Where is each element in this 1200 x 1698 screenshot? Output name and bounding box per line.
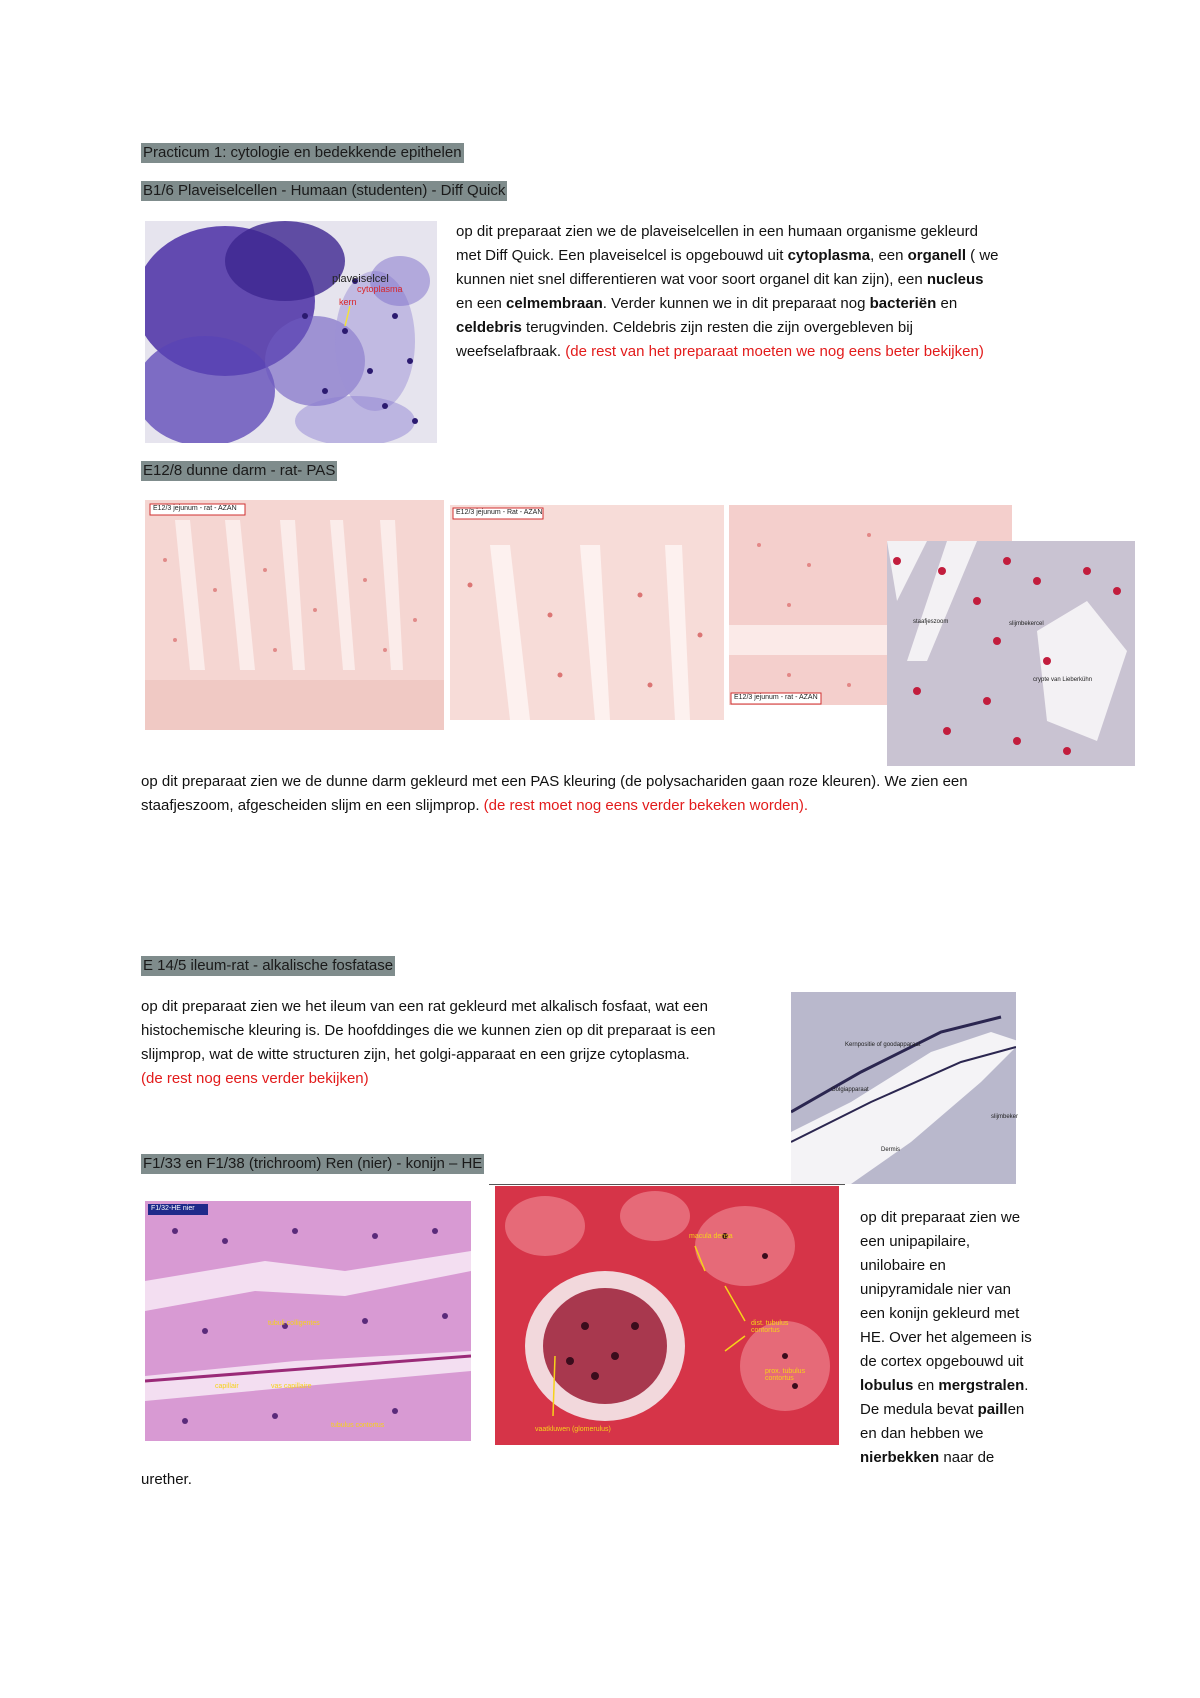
section-heading-f1-33: F1/33 en F1/38 (trichroom) Ren (nier) - konijn – HE — [143, 1155, 483, 1172]
kidney2-label-d: vaatkluwen (glomerulus) — [535, 1426, 611, 1433]
img1-tag: E12/3 jejunum - rat - AZAN — [153, 505, 237, 512]
kidney1-label-a: tubuli colligentes — [268, 1320, 320, 1327]
kidney2-label-b: dist. tubulus contortus — [751, 1320, 789, 1334]
ileum-label-c: slijmbeker — [991, 1114, 1019, 1120]
kidney2-label-c: prox. tubulus contortus — [765, 1368, 806, 1382]
section-text-e12-8: op dit preparaat zien we de dunne darm gekleurd met een PAS kleuring (de polysachariden gaan roze kleuren). We zien een staafjeszoom, afgescheiden slijm en een slijmprop. (de rest moet nog eens verder bekeken worden). — [141, 773, 968, 814]
divider-line — [489, 1184, 845, 1185]
kidney1-label-c: vas capillaire — [271, 1383, 312, 1390]
jejunum-micrograph-2 — [450, 505, 724, 720]
ileum-label-a: Kernpositie of goodapparaat — [845, 1042, 921, 1048]
section-heading-e14-5: E 14/5 ileum-rat - alkalische fosfatase — [143, 957, 394, 974]
section-text-f1-33: op dit preparaat zien we een unipapilaire, unilobaire en unipyramidale nier van een konijn gekleurd met HE. Over het algemeen is de cortex opgebouwd uit lobulus en mergstralen. De medula bevat paillen en dan hebben we nierbekken naar de — [860, 1209, 1032, 1466]
page-title: Practicum 1: cytologie en bedekkende epithelen — [143, 144, 462, 161]
section-heading-b1-6: B1/6 Plaveiselcellen - Humaan (studenten) - Diff Quick — [143, 182, 506, 199]
img2-tag: E12/3 jejunum - Rat - AZAN — [456, 509, 543, 516]
ileum-label-b: Golgiapparaat — [831, 1087, 869, 1093]
label-cytoplasma: cytoplasma — [357, 284, 403, 294]
section-heading-e12-8: E12/8 dunne darm - rat- PAS — [143, 462, 336, 479]
kidney1-label-b: capillair — [215, 1383, 239, 1390]
section-text-f1-33-tail: urether. — [141, 1471, 192, 1488]
img4-label-c: crypte van Lieberkühn — [1033, 677, 1093, 683]
label-plaveiselcel: plaveiselcel — [332, 273, 389, 285]
pas-stained-villi-micrograph — [887, 541, 1135, 766]
kidney1-label-d: tubulus contortus — [331, 1422, 385, 1429]
ileum-label-d: Dermis — [881, 1147, 900, 1153]
img4-label-b: slijmbekercel — [1009, 621, 1044, 627]
kidney-trichrome-micrograph — [495, 1186, 839, 1445]
img3-tag: E12/3 jejunum - rat - AZAN — [734, 694, 818, 701]
ileum-micrograph — [791, 992, 1045, 1184]
jejunum-micrograph-1 — [145, 500, 444, 730]
label-kern: kern — [339, 297, 357, 307]
section-text-b1-6: op dit preparaat zien we de plaveiselcellen in een humaan organisme gekleurd met Diff Quick. Een plaveiselcel is opgebouwd uit cytoplasma, een organell ( we kunnen niet snel differentieren wat voor soort organel dit kan zijn), een nucleus en een celmembraan. Verder kunnen we in dit preparaat nog bacteriën en celdebris terugvinden. Celdebris zijn resten die zijn overgebleven bij weefselafbraak. (de rest van het preparaat moeten we nog eens beter bekijken) — [456, 223, 999, 360]
kidney-he-micrograph — [145, 1201, 471, 1441]
img4-label-a: staafjeszoom — [913, 619, 949, 625]
section-text-e14-5: op dit preparaat zien we het ileum van een rat gekleurd met alkalisch fosfaat, wat een histochemische kleuring is. De hoofddinges die we kunnen zien op dit preparaat is een slijmprop, wat de witte structuren zijn, het golgi-apparaat en een grijze cytoplasma. (de rest nog eens verder bekijken) — [141, 998, 716, 1087]
squamous-cells-micrograph — [145, 221, 437, 443]
kidney2-label-a: macula densa — [689, 1233, 733, 1240]
kidney1-tag: F1/32-HE nier — [151, 1205, 195, 1212]
